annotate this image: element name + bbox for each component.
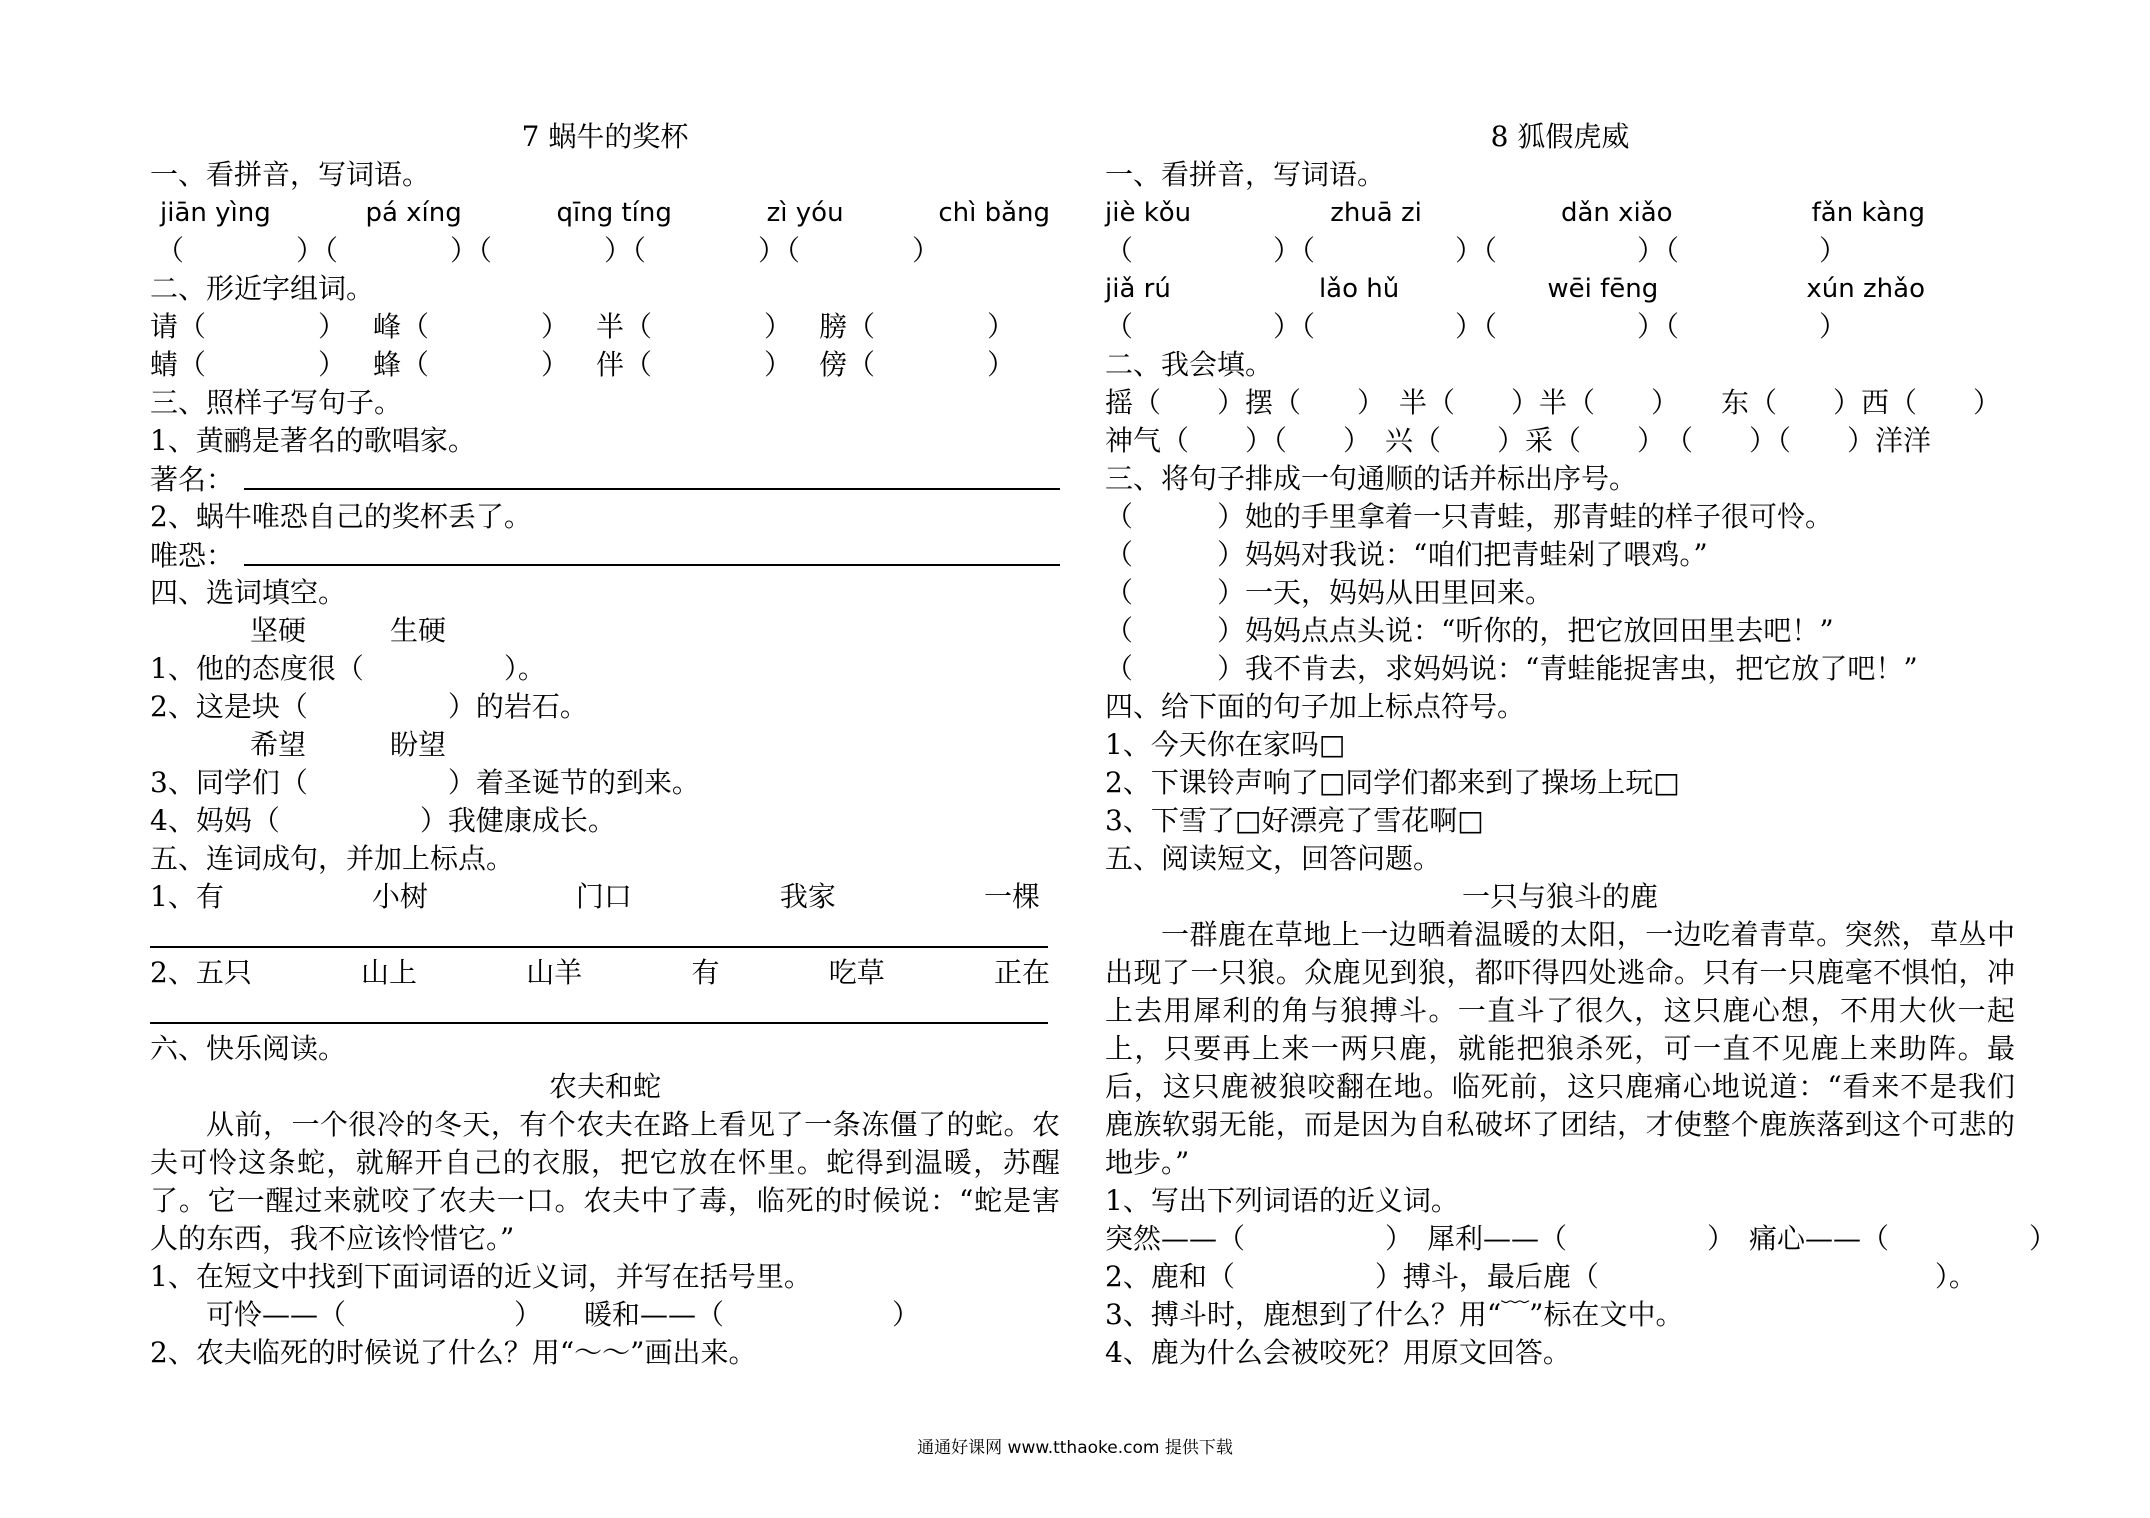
word-token: 山上 xyxy=(361,956,418,989)
left-worksheet xyxy=(150,118,1060,1372)
reading-question[interactable]: 2、鹿和（ ）搏斗，最后鹿（ ）。 xyxy=(1105,1260,1977,1293)
pinyin-item: jiān yìng xyxy=(160,198,271,228)
ordering-item[interactable]: （ ）我不肯去，求妈妈说：“青蛙能捉害虫，把它放了吧！” xyxy=(1105,652,1918,685)
word-group-item[interactable]: 傍（ ） xyxy=(818,348,1015,381)
pinyin-row xyxy=(1105,270,2015,308)
word-group-item[interactable]: 蜂（ ） xyxy=(372,348,569,381)
story-text: 从前，一个很冷的冬天，有个农夫在路上看见了一条冻僵了的蛇。农夫可怜这条蛇，就解开自己的衣服，把它放在怀里。蛇得到温暖，苏醒了。它一醒过来就咬了农夫一口。农夫中了毒，临死的时候说：“蛇是害人的东西，我不应该怜惜它。” xyxy=(150,1108,1060,1255)
pinyin-item: xún zhǎo xyxy=(1806,274,1925,304)
underline xyxy=(244,564,1060,566)
word-token: 正在 xyxy=(993,956,1050,989)
story-title: 农夫和蛇 xyxy=(548,1070,661,1103)
right-worksheet xyxy=(1105,118,2058,1372)
synonym-blanks[interactable]: 突然——（ ） 犀利——（ ） 痛心——（ ） xyxy=(1105,1222,2058,1255)
pinyin-item: zhuā zi xyxy=(1330,198,1422,228)
word-token: 小树 xyxy=(371,880,428,913)
synonym-blanks[interactable]: 可怜——（ ） 暖和——（ ） xyxy=(150,1298,921,1331)
word-group-row xyxy=(150,346,1060,384)
pinyin-item: jiǎ rú xyxy=(1105,274,1171,304)
fill-blank-question[interactable]: 2、这是块（ ）的岩石。 xyxy=(150,690,588,723)
punctuation-item[interactable]: 1、今天你在家吗□ xyxy=(1105,728,1346,761)
story-text: 一群鹿在草地上一边晒着温暖的太阳，一边吃着青草。突然，草丛中出现了一只狼。众鹿见到狼，都吓得四处逃命。只有一只鹿毫不惧怕，冲上去用犀利的角与狼搏斗。一直斗了很久，这只鹿心想，不用大伙一起上，只要再上来一两只鹿，就能把狼杀死，可一直不见鹿上来助阵。最后，这只鹿被狼咬翻在地。临死前，这只鹿痛心地说道：“看来不是我们鹿族软弱无能，而是因为自私破坏了团结，才使整个鹿族落到这个可悲的地步。” xyxy=(1105,918,2015,1179)
pinyin-item: pá xíng xyxy=(365,198,462,228)
answer-label: 唯恐： xyxy=(150,539,235,572)
reading-question: 2、农夫临死的时候说了什么？用“～～”画出来。 xyxy=(150,1336,757,1369)
section-heading: 三、照样子写句子。 xyxy=(150,386,403,419)
ordering-item[interactable]: （ ）她的手里拿着一只青蛙，那青蛙的样子很可怜。 xyxy=(1105,500,1834,533)
sentence-answer-line[interactable] xyxy=(150,536,1060,574)
word-group-item[interactable]: 伴（ ） xyxy=(595,348,792,381)
section-heading: 一、看拼音，写词语。 xyxy=(150,158,431,191)
word-group-item[interactable]: 请（ ） xyxy=(150,310,347,343)
word-group-item[interactable]: 膀（ ） xyxy=(818,310,1015,343)
pinyin-item: wēi fēng xyxy=(1547,274,1659,304)
ordering-item[interactable]: （ ）妈妈点点头说：“听你的，把它放回田里去吧！” xyxy=(1105,614,1834,647)
section-heading: 三、将句子排成一句通顺的话并标出序号。 xyxy=(1105,462,1638,495)
fill-blank-question[interactable]: 1、他的态度很（ ）。 xyxy=(150,652,546,685)
word-token: 吃草 xyxy=(828,956,885,989)
fill-row[interactable]: 神气（ ）（ ） 兴（ ）采（ ） （ ）（ ）洋洋 xyxy=(1105,424,1932,457)
word-token: 有 xyxy=(691,956,720,989)
reading-question: 4、鹿为什么会被咬死？用原文回答。 xyxy=(1105,1336,1571,1369)
pinyin-item: zì yóu xyxy=(766,198,844,228)
word-choices: 坚硬 生硬 xyxy=(250,614,447,647)
answer-label: 著名： xyxy=(150,463,235,496)
pinyin-item: chì bǎng xyxy=(938,198,1050,228)
section-heading: 六、快乐阅读。 xyxy=(150,1032,347,1065)
fill-blank-question[interactable]: 3、同学们（ ）着圣诞节的到来。 xyxy=(150,766,700,799)
word-token: 2、五只 xyxy=(150,956,252,989)
word-group-item[interactable]: 蜻（ ） xyxy=(150,348,347,381)
answer-blanks[interactable]: （ ）（ ）（ ）（ ） xyxy=(1105,310,1848,343)
answer-blanks[interactable]: （ ）（ ）（ ）（ ）（ ） xyxy=(156,234,941,267)
section-heading: 二、形近字组词。 xyxy=(150,272,375,305)
word-token: 门口 xyxy=(575,880,632,913)
reading-question: 1、在短文中找到下面词语的近义词，并写在括号里。 xyxy=(150,1260,812,1293)
reading-question: 1、写出下列词语的近义词。 xyxy=(1105,1184,1459,1217)
pinyin-item: jiè kǒu xyxy=(1105,198,1192,228)
word-token: 我家 xyxy=(779,880,836,913)
answer-blanks[interactable]: （ ）（ ）（ ）（ ） xyxy=(1105,234,1848,267)
word-group-item[interactable]: 峰（ ） xyxy=(372,310,569,343)
word-token: 1、有 xyxy=(150,880,224,913)
answer-line[interactable] xyxy=(150,992,1048,1030)
sentence-answer-line[interactable] xyxy=(150,460,1060,498)
pinyin-row xyxy=(150,194,1060,232)
word-choices: 希望 盼望 xyxy=(250,728,447,761)
punctuation-item[interactable]: 2、下课铃声响了□同学们都来到了操场上玩□ xyxy=(1105,766,1680,799)
word-order-row xyxy=(150,878,1060,916)
story-title: 一只与狼斗的鹿 xyxy=(1461,880,1658,913)
ordering-item[interactable]: （ ）妈妈对我说：“咱们把青蛙剁了喂鸡。” xyxy=(1105,538,1708,571)
section-heading: 一、看拼音，写词语。 xyxy=(1105,158,1386,191)
example-sentence: 2、蜗牛唯恐自己的奖杯丢了。 xyxy=(150,500,532,533)
word-group-item[interactable]: 半（ ） xyxy=(595,310,792,343)
pinyin-item: lǎo hǔ xyxy=(1318,274,1400,304)
word-group-row xyxy=(150,308,1060,346)
section-heading: 五、阅读短文，回答问题。 xyxy=(1105,842,1442,875)
section-heading: 五、连词成句，并加上标点。 xyxy=(150,842,515,875)
fill-blank-question[interactable]: 4、妈妈（ ）我健康成长。 xyxy=(150,804,616,837)
example-sentence: 1、黄鹂是著名的歌唱家。 xyxy=(150,424,476,457)
punctuation-item[interactable]: 3、下雪了□好漂亮了雪花啊□ xyxy=(1105,804,1484,837)
fill-row[interactable]: 摇（ ）摆（ ） 半（ ）半（ ） 东（ ）西（ ） xyxy=(1105,386,2002,419)
ordering-item[interactable]: （ ）一天，妈妈从田里回来。 xyxy=(1105,576,1554,609)
pinyin-item: qīng tíng xyxy=(556,198,672,228)
reading-question: 3、搏斗时，鹿想到了什么？用“﹋”标在文中。 xyxy=(1105,1298,1684,1331)
pinyin-item: dǎn xiǎo xyxy=(1560,198,1673,228)
word-token: 一棵 xyxy=(983,880,1040,913)
word-token: 山羊 xyxy=(526,956,583,989)
pinyin-row xyxy=(1105,194,2015,232)
section-heading: 四、给下面的句子加上标点符号。 xyxy=(1105,690,1526,723)
underline xyxy=(244,488,1060,490)
answer-line[interactable] xyxy=(150,916,1048,954)
footer-credit: 通通好课网 www.tthaoke.com 提供下载 xyxy=(917,1438,1233,1458)
lesson-title: 8 狐假虎威 xyxy=(1490,120,1630,153)
section-heading: 二、我会填。 xyxy=(1105,348,1274,381)
section-heading: 四、选词填空。 xyxy=(150,576,347,609)
pinyin-item: fǎn kàng xyxy=(1811,198,1925,228)
lesson-title: 7 蜗牛的奖杯 xyxy=(521,120,689,153)
word-order-row xyxy=(150,954,1060,992)
